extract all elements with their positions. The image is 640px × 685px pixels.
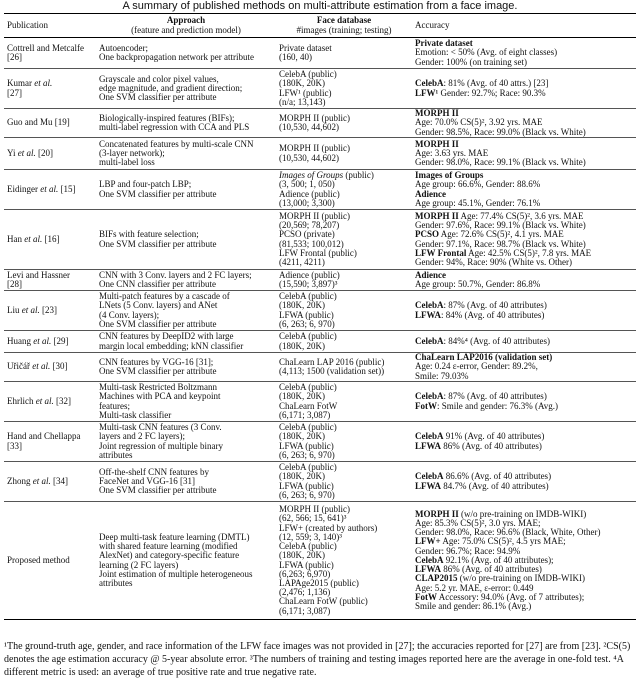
database-text: CelebA (public) [279,462,337,473]
approach-line: One SVM classifier per attribute [99,188,217,199]
approach-line: Multi-task Restricted Boltzmann [99,382,217,393]
publication-cell [4,331,96,353]
publication-text: Uřičář et al. [30] [7,361,68,372]
database-text: (n/a; 13,143) [279,96,326,107]
database-line [279,123,409,132]
accuracy-line [415,180,633,189]
approach-cell [96,422,276,462]
accuracy-line [415,402,633,411]
publication-cell [4,382,96,422]
database-text: CelebA (public) [279,541,337,552]
approach-line: FaceNet and VGG-16 [31] [99,475,196,486]
approach-line: One SVM classifier per attribute [99,92,217,103]
table-header-row [4,14,636,38]
accuracy-dataset: MORPH II [415,138,459,149]
accuracy-text: Gender: 98.5%, Race: 99.0% (Black vs. White) [415,126,586,137]
accuracy-text: Gender: 94%, Race: 90% (White vs. Other) [415,256,572,267]
publication-cell [4,502,96,620]
accuracy-dataset: CelebA [415,300,444,311]
accuracy-dataset: LFWA [415,440,442,451]
publication-text: Cottrell and Metcalfe [7,42,84,53]
approach-line: Joint estimation of multiple heterogeneous [99,568,253,579]
accuracy-text: Accessory: 94.0% (Avg. of 7 attributes); [437,591,585,602]
database-text: (180K, 20K) [279,431,325,442]
table-row [4,170,636,210]
accuracy-text: Gender: 97.6%, Race: 99.1% (Black vs. White) [415,220,586,231]
accuracy-dataset: MORPH II [415,508,459,519]
approach-line: Machines with PCA and keypoint [99,391,221,402]
accuracy-cell [412,38,636,69]
database-text: (20,569; 78,207) [279,220,340,231]
database-text: (public) [343,170,374,181]
accuracy-text: 92.1% (Avg. of 40 attributes); [443,554,554,565]
database-line [279,154,409,163]
accuracy-text: : 84%⁴ (Avg. of 40 attributes) [443,335,550,346]
approach-line: Off-the-shelf CNN features by [99,466,210,477]
accuracy-text: Gender: 98.0%, Race: 96.6% (Black, White, Other) [415,527,601,538]
approach-cell [96,138,276,170]
approach-line: One SVM classifier per attribute [99,238,217,249]
table-row [4,502,636,620]
database-text: CelebA (public) [279,422,337,433]
accuracy-cell [412,210,636,270]
accuracy-cell [412,382,636,422]
publication-text: Zhong et al. [34] [7,475,68,486]
accuracy-line [415,199,633,208]
approach-line: One CNN classifier per attribute [99,279,216,289]
approach-line: multi-label loss [99,157,155,168]
accuracy-text: 86% (Avg. of 40 attributes) [441,440,542,451]
database-text: (6, 263; 6, 970) [279,318,335,329]
accuracy-line [415,337,633,346]
publication-text: Liu et al. [23] [7,304,57,315]
accuracy-text: (w/o pre-training on IMDB-WIKI) [457,573,585,584]
database-text: (6, 263; 6, 970) [279,449,335,460]
accuracy-dataset: CLAP2015 [415,573,458,584]
approach-line: One SVM classifier per attribute [99,485,217,496]
publication-cell [4,291,96,331]
database-cell [276,353,412,382]
accuracy-cell [412,109,636,138]
approach-line: AlexNet) and category-specific feature [99,550,240,561]
approach-cell [96,462,276,502]
database-text: (180K, 20K) [279,471,325,482]
database-text: PCSO (private) [279,229,335,240]
table-body [4,38,636,620]
database-text: Adience (public) [279,269,340,280]
accuracy-text: : 81% (Avg. of 40 attrs.) [23] [443,78,549,89]
approach-line: CNN with 3 Conv. layers and 2 FC layers; [99,269,252,280]
approach-cell [96,331,276,353]
database-text: (180K, 20K) [279,391,325,402]
database-text: (4211, 4211) [279,256,325,267]
publication-text: Guo and Mu [19] [7,117,70,128]
header-database-title: Face database [316,15,372,26]
accuracy-line [415,258,633,267]
publication-text: [26] [7,52,22,62]
accuracy-dataset: FotW [415,591,437,602]
accuracy-dataset: LFW¹ [415,87,439,98]
accuracy-dataset: LFWA [415,564,442,575]
accuracy-text: Gender: 100% (on training set) [415,56,527,67]
approach-line: Multi-patch features by a cascade of [99,291,230,302]
accuracy-dataset: Private dataset [415,38,473,49]
table-row [4,382,636,422]
approach-line: features; [99,400,130,411]
accuracy-cell [412,69,636,109]
approach-line: multi-label regression with CCA and PLS [99,122,250,132]
accuracy-text: : 84% (Avg. of 40 attributes) [441,309,545,320]
database-text: (15,590; 3,897)³ [279,279,338,289]
approach-line: Concatenated features by multi-scale CNN [99,138,254,149]
approach-line: BIFs with feature selection; [99,229,199,240]
approach-line: learning (2 FC layers) [99,559,179,570]
accuracy-dataset: CelebA [415,78,444,89]
approach-line: Joint regression of multiple binary [99,440,223,451]
database-cell [276,210,412,270]
database-text: (6,263; 6,970) [279,568,331,579]
approach-cell [96,382,276,422]
approach-line: (3-layer network); [99,147,165,158]
accuracy-dataset: LFWA [415,480,442,491]
approach-line: edge magnitude, and gradient direction; [99,82,243,93]
table-caption: A summary of published methods on multi-attribute estimation from a face image. [122,0,518,12]
accuracy-line [415,602,633,611]
database-line [279,367,409,376]
database-text: MORPH II (public) [279,210,350,221]
header-accuracy: Accuracy [412,14,636,38]
header-database [276,14,412,38]
accuracy-text: (w/o pre-training on IMDB-WIKI) [458,508,587,519]
approach-line: layers and 2 FC layers); [99,431,185,442]
accuracy-text: Age: 75.0% CS(5)², 4.5 yrs MAE; [440,536,566,547]
database-name: Images of Groups [279,170,344,181]
database-text: Private dataset [279,42,332,53]
accuracy-text: Smile: 79.03% [415,370,469,381]
database-line [279,98,409,107]
publication-text: Ehrlich et al. [32] [7,395,71,406]
approach-line: Multi-task classifier [99,409,172,420]
database-line [279,342,409,351]
accuracy-text: : 87% (Avg. of 40 attributes) [443,391,547,402]
accuracy-text: Age: 42.5% CS(5)², 7.8 yrs. MAE [466,247,592,258]
database-text: (6,171; 3,087) [279,605,331,616]
accuracy-dataset: LFWA [415,309,442,320]
accuracy-text: Emotion: < 50% (Avg. of eight classes) [415,47,558,58]
publication-cell [4,270,96,291]
approach-line: Grayscale and color pixel values, [99,73,219,84]
database-text: LFWA (public) [279,480,334,491]
accuracy-dataset: Adience [415,188,446,199]
publication-text: [28] [7,279,22,289]
accuracy-dataset: Images of Groups [415,170,484,181]
accuracy-cell [412,462,636,502]
header-approach-title: Approach [166,15,206,26]
database-text: CelebA (public) [279,331,337,342]
accuracy-dataset: PCSO [415,229,440,240]
database-text: CelebA (public) [279,382,337,393]
database-text: (13,000; 3,300) [279,197,335,208]
database-line [279,199,409,208]
publication-cell [4,462,96,502]
database-text: LAPAge2015 (public) [279,577,359,588]
approach-cell [96,170,276,210]
database-text: (3, 500; 1, 050) [279,179,335,190]
database-line [279,258,409,267]
publication-text: [27] [7,87,22,98]
accuracy-line [415,482,633,491]
approach-cell [96,210,276,270]
accuracy-dataset: CelebA [415,431,444,442]
database-text: (2,476; 1,136) [279,587,331,598]
database-text: CelebA (public) [279,291,337,302]
database-text: (12, 559; 3, 140)³ [279,531,342,542]
publication-text: Yi et al. [20] [7,147,54,158]
table-row [4,38,636,69]
accuracy-cell [412,502,636,620]
accuracy-cell [412,138,636,170]
accuracy-line [415,58,633,67]
accuracy-text: Age: 70.0% CS(5)², 3.92 yrs. MAE [415,117,543,128]
publication-text: Eidinger et al. [15] [7,183,76,194]
database-cell [276,422,412,462]
approach-line: CNN features by VGG-16 [31]; [99,356,214,367]
publication-cell [4,38,96,69]
publication-text: Proposed method [7,554,70,565]
database-text: ChaLearn FotW [279,400,338,411]
database-text: (180K, 20K) [279,300,325,311]
database-text: (10,530, 44,602) [279,122,339,132]
header-approach-sub: (feature and prediction model) [131,24,241,35]
approach-cell [96,270,276,291]
database-cell [276,331,412,353]
database-text: LFWA (public) [279,559,334,570]
accuracy-text: 86% (Avg. of 40 attributes) [441,564,542,575]
accuracy-dataset: MORPH II [415,108,459,119]
approach-line: One SVM classifier per attribute [99,366,217,376]
accuracy-text: 86.6% (Avg. of 40 attributes) [443,471,552,482]
approach-line: Deep multi-task feature learning (DMTL) [99,531,250,542]
database-line [279,320,409,329]
database-cell [276,270,412,291]
table-row [4,109,636,138]
table-row [4,462,636,502]
accuracy-text: Age: 72.6% CS(5)², 4.1 yrs. MAE [439,229,564,240]
accuracy-dataset: LFW+ [415,536,441,547]
database-line [279,53,409,62]
accuracy-text: Age: 85.3% CS(5)², 3.0 yrs. MAE; [415,518,541,529]
accuracy-text: Age group: 66.6%, Gender: 88.6% [415,179,541,190]
accuracy-dataset: LFW Frontal [415,247,467,258]
accuracy-text: Gender: 96.7%; Race: 94.9% [415,545,521,556]
publication-text: Kumar et al. [7,78,53,89]
approach-cell [96,109,276,138]
database-text: MORPH II (public) [279,504,350,515]
table-row [4,331,636,353]
accuracy-line [415,89,633,98]
database-text: LFWA (public) [279,440,334,451]
table-row [4,270,636,291]
accuracy-dataset: Adience [415,269,446,280]
database-text: LFW¹ (public) [279,87,332,98]
accuracy-cell [412,353,636,382]
database-line [279,607,409,616]
accuracy-cell [412,270,636,291]
accuracy-cell [412,291,636,331]
accuracy-dataset: CelebA [415,335,444,346]
database-text: (6, 263; 6, 970) [279,489,335,500]
publication-cell [4,210,96,270]
database-text: MORPH II (public) [279,112,350,123]
database-text: (180K, 20K) [279,550,325,561]
table-row [4,69,636,109]
table-row [4,291,636,331]
accuracy-line [415,372,633,381]
header-publication: Publication [4,14,96,38]
database-text: (160, 40) [279,52,312,62]
accuracy-text: Age: 5.2 yr. MAE, ε-error: 0.449 [415,582,534,593]
accuracy-text: Gender: 97.1%, Race: 98.7% (Black vs. White) [415,238,586,249]
approach-line: Biologically-inspired features (BIFs); [99,112,235,123]
approach-line: LBP and four-patch LBP; [99,179,192,190]
accuracy-dataset: FotW [415,400,437,411]
accuracy-text: Age: 0.24 ε-error, Gender: 89.2%, [415,361,538,372]
database-cell [276,502,412,620]
approach-line: CNN features by DeepID2 with large [99,331,234,342]
approach-line: (4 Conv. layers); [99,309,160,320]
publication-cell [4,170,96,210]
database-cell [276,462,412,502]
approach-cell [96,291,276,331]
accuracy-text: Age group: 45.1%, Gender: 76.1% [415,197,541,208]
publication-cell [4,109,96,138]
database-line [279,411,409,420]
accuracy-text: Age group: 50.7%, Gender: 86.8% [415,279,541,289]
table-row [4,210,636,270]
accuracy-line [415,128,633,137]
database-cell [276,109,412,138]
accuracy-line [415,442,633,451]
database-text: MORPH II (public) [279,143,350,154]
approach-cell [96,69,276,109]
publication-cell [4,422,96,462]
publication-text: Levi and Hassner [7,269,70,280]
accuracy-line [415,280,633,289]
database-text: LFWA (public) [279,309,334,320]
database-text: (10,530, 44,602) [279,152,339,163]
database-text: CelebA (public) [279,69,337,80]
database-text: Adience (public) [279,188,340,199]
database-line [279,491,409,500]
database-text: (180K, 20K) [279,340,325,351]
methods-table [4,13,636,620]
accuracy-text: Smile and gender: 86.1% (Avg.) [415,600,532,611]
accuracy-dataset: CelebA [415,391,444,402]
header-approach [96,14,276,38]
accuracy-text: Gender: 98.0%, Race: 99.1% (Black vs. White) [415,157,586,168]
approach-line: margin local embedding; kNN classifier [99,340,244,351]
publication-text: [33] [7,440,22,451]
accuracy-text: 84.7% (Avg. of 40 attributes) [441,480,549,491]
database-text: ChaLearn LAP 2016 (public) [279,356,385,367]
database-text: LFW Frontal (public) [279,247,357,258]
accuracy-text: Gender: 92.7%; Race: 90.3% [438,87,546,98]
database-cell [276,170,412,210]
approach-cell [96,502,276,620]
accuracy-text: : Smile and gender: 76.3% (Avg.) [437,400,559,411]
approach-line: Autoencoder; [99,42,148,53]
database-text: LFW+ (created by authors) [279,522,378,533]
database-text: (62, 566; 15, 641)³ [279,513,347,524]
accuracy-line [415,311,633,320]
table-row [4,353,636,382]
accuracy-line [415,158,633,167]
accuracy-text: Age: 3.63 yrs. MAE [415,147,489,158]
database-cell [276,38,412,69]
accuracy-cell [412,170,636,210]
table-footnote: ¹The ground-truth age, gender, and race information of the LFW face images was not provided in [27]; the accuracies reported for [27] are from [23]. ²CS(5) denotes the age estimation accuracy @ 5-year absolute error. ³The numbers of training and testing images reported here are the average in one-fold test. ⁴A different metric is used: an average of true positive rate and true negative rate. [4,641,631,678]
approach-line: with shared feature learning (modified [99,541,238,552]
database-text: (6,171; 3,087) [279,409,331,420]
approach-cell [96,353,276,382]
publication-text: Han et al. [16] [7,233,60,244]
publication-text: Huang et al. [29] [7,335,69,346]
accuracy-text: Age: 77.4% CS(5)², 3.6 yrs. MAE [458,210,584,221]
accuracy-text: : 87% (Avg. of 40 attributes) [443,300,547,311]
database-text: (180K, 20K) [279,78,325,89]
table-row [4,422,636,462]
database-cell [276,69,412,109]
header-database-sub: #images (training; testing) [296,24,392,35]
accuracy-text: 91% (Avg. of 40 attributes) [443,431,545,442]
database-line [279,451,409,460]
table-row [4,138,636,170]
database-cell [276,291,412,331]
database-text: ChaLearn FotW (public) [279,596,368,607]
publication-text: Hand and Chellappa [7,431,81,442]
database-text: (4,113; 1500 (validation set)) [279,366,385,376]
approach-line: attributes [99,577,133,588]
approach-cell [96,38,276,69]
database-text: (81,533; 100,012) [279,238,344,249]
accuracy-cell [412,422,636,462]
accuracy-dataset: MORPH II [415,210,459,221]
approach-line: One backpropagation network per attribute [99,52,254,62]
database-cell [276,138,412,170]
publication-cell [4,138,96,170]
accuracy-dataset: ChaLearn LAP2016 (validation set) [415,352,553,363]
accuracy-cell [412,331,636,353]
accuracy-dataset: CelebA [415,471,444,482]
publication-cell [4,69,96,109]
approach-line: Multi-task CNN features (3 Conv. [99,422,222,433]
approach-line: attributes [99,449,133,460]
database-line [279,280,409,289]
approach-line: LNets (5 Conv. layers) and ANet [99,300,218,311]
database-cell [276,382,412,422]
publication-cell [4,353,96,382]
approach-line: One SVM classifier per attribute [99,318,217,329]
accuracy-dataset: CelebA [415,554,444,565]
